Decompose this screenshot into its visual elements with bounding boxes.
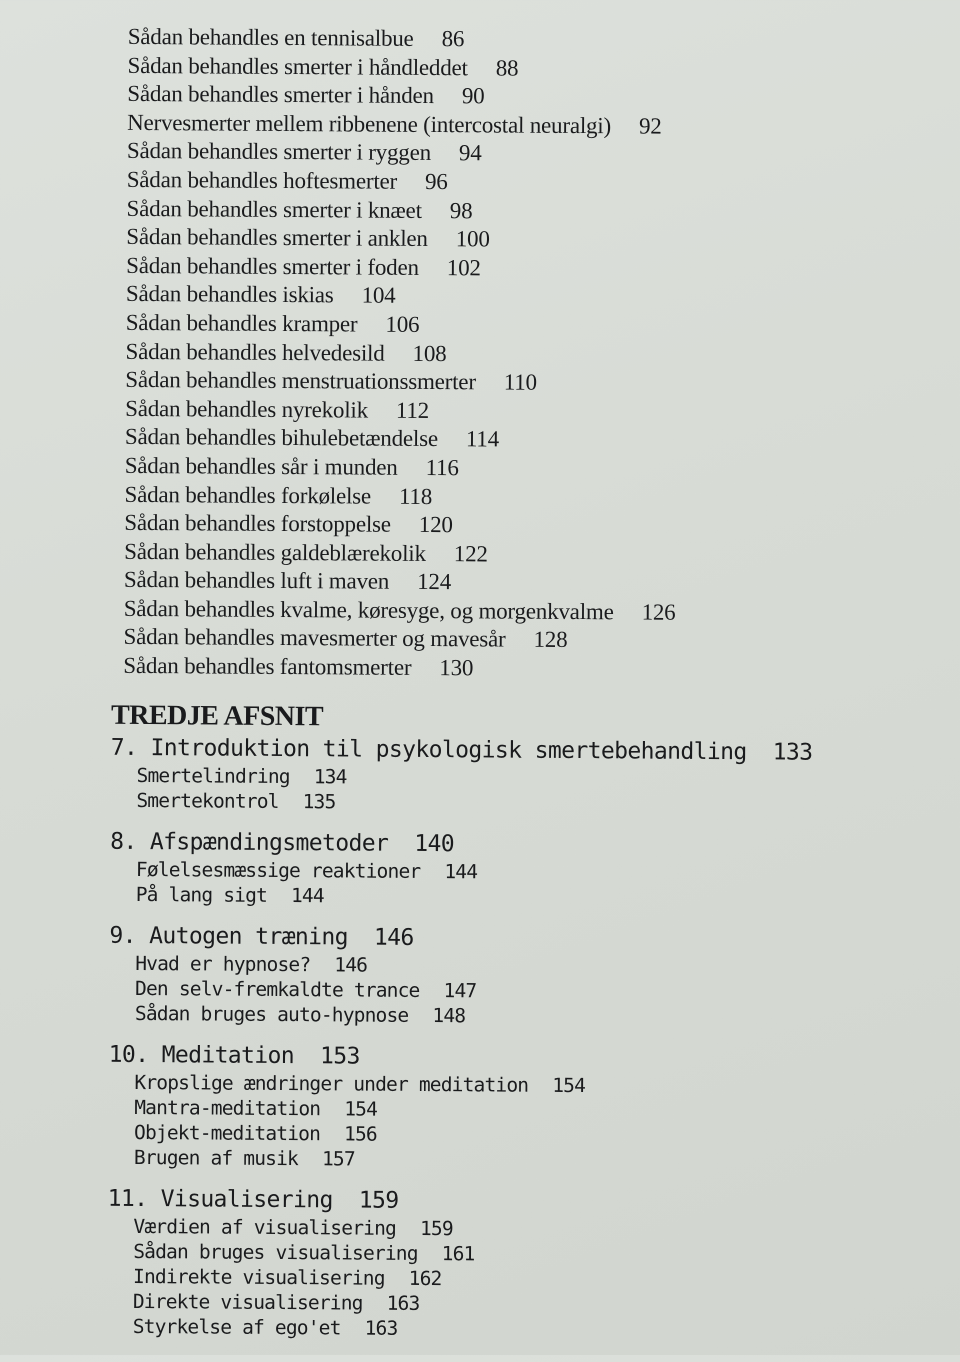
subentry-page: 163 bbox=[364, 1316, 398, 1340]
toc-entry bbox=[125, 452, 825, 485]
entry-title: Sådan behandles bihulebetændelse bbox=[124, 424, 439, 452]
entry-title: Sådan behandles fantomsmerter bbox=[123, 652, 412, 680]
chapter-7 bbox=[110, 733, 811, 818]
entry-title: Sådan behandles hoftesmerter bbox=[126, 166, 398, 194]
toc-entry bbox=[128, 23, 828, 56]
chapter-page: 140 bbox=[414, 830, 455, 858]
entry-title: Sådan behandles forstoppelse bbox=[124, 509, 391, 537]
chapter-page: 146 bbox=[373, 924, 414, 951]
subentry-page: 157 bbox=[321, 1147, 355, 1171]
entry-title: Sådan behandles smerter i foden bbox=[126, 252, 419, 280]
subentry bbox=[107, 1314, 807, 1344]
entry-page: 92 bbox=[638, 113, 662, 139]
chapter-title bbox=[110, 827, 810, 862]
subentry-page: 162 bbox=[408, 1266, 442, 1291]
entry-page: 124 bbox=[417, 569, 452, 595]
subentry-title: Sådan bruges auto-hypnose bbox=[134, 1001, 409, 1027]
entry-page: 118 bbox=[398, 483, 433, 509]
subentry-page: 156 bbox=[343, 1122, 377, 1146]
subentry-title: Objekt-meditation bbox=[134, 1120, 321, 1146]
chapter-title-text: 8. Afspændingsmetoder bbox=[110, 828, 389, 857]
entry-page: 128 bbox=[533, 627, 568, 653]
chapter-title-text: 9. Autogen træning bbox=[109, 922, 349, 951]
entry-page: 112 bbox=[395, 397, 430, 423]
subentry-title: Brugen af musik bbox=[133, 1145, 299, 1171]
entry-page: 126 bbox=[641, 599, 676, 625]
subentry-page: 163 bbox=[386, 1291, 420, 1315]
toc-entry bbox=[125, 366, 825, 399]
subentry-title: Smertelindring bbox=[136, 763, 290, 789]
entry-title: Sådan behandles menstruationssmerter bbox=[125, 367, 476, 395]
chapter-title bbox=[109, 921, 809, 956]
entry-title: Sådan behandles sår i munden bbox=[124, 452, 398, 480]
entry-title: Sådan behandles smerter i hånden bbox=[127, 81, 434, 109]
entry-title: Sådan behandles nyrekolik bbox=[125, 395, 369, 423]
chapter-title bbox=[109, 1040, 809, 1075]
subentry-page: 147 bbox=[443, 979, 477, 1003]
toc-entry bbox=[124, 509, 824, 542]
entry-page: 96 bbox=[424, 168, 448, 195]
entry-page: 88 bbox=[495, 55, 519, 81]
subentry-page: 135 bbox=[302, 790, 336, 814]
entry-title: Sådan behandles smerter i anklen bbox=[126, 224, 428, 252]
subentry-title: Indirekte visualisering bbox=[133, 1264, 385, 1290]
subentry-title: Styrkelse af ego'et bbox=[132, 1314, 341, 1340]
subentry bbox=[110, 788, 810, 818]
chapter-9 bbox=[109, 921, 810, 1031]
subentry-page: 154 bbox=[552, 1073, 586, 1098]
subentry-page: 154 bbox=[344, 1097, 378, 1121]
entry-page: 116 bbox=[425, 454, 459, 481]
entry-title: Sådan behandles galdeblærekolik bbox=[124, 538, 426, 566]
chapter-title-text: 11. Visualisering bbox=[107, 1185, 333, 1214]
subentry-page: 144 bbox=[290, 884, 324, 908]
entry-page: 98 bbox=[449, 197, 473, 223]
entry-page: 130 bbox=[439, 655, 474, 681]
chapter-11 bbox=[107, 1184, 808, 1344]
entry-title: Sådan behandles kramper bbox=[125, 309, 358, 337]
chapter-title-text: 10. Meditation bbox=[108, 1041, 295, 1070]
entry-page: 106 bbox=[385, 311, 420, 337]
subentry bbox=[108, 1145, 808, 1175]
subentry-page: 134 bbox=[313, 765, 347, 789]
subentry-title: Mantra-meditation bbox=[134, 1095, 321, 1121]
toc-entry bbox=[126, 223, 826, 256]
subentry-title: Følelsesmæssige reaktioner bbox=[135, 857, 421, 883]
entry-title: Sådan behandles helvedesild bbox=[125, 338, 385, 366]
chapter-10 bbox=[108, 1040, 809, 1175]
entry-page: 104 bbox=[361, 282, 396, 309]
chapter-page: 153 bbox=[320, 1043, 360, 1070]
toc-entry bbox=[123, 652, 823, 685]
chapter-page: 133 bbox=[772, 739, 813, 766]
subentry bbox=[110, 882, 810, 912]
entry-page: 102 bbox=[446, 254, 481, 281]
subentry-title: Direkte visualisering bbox=[132, 1289, 363, 1315]
entry-title: Sådan behandles smerter i ryggen bbox=[126, 138, 432, 166]
subentry-title: På lang sigt bbox=[135, 882, 268, 907]
entry-page: 120 bbox=[418, 512, 453, 538]
entry-page: 100 bbox=[455, 226, 490, 252]
subentry-page: 159 bbox=[419, 1216, 453, 1241]
entry-title: Sådan behandles smerter i knæet bbox=[126, 195, 422, 223]
entry-page: 86 bbox=[441, 26, 465, 52]
subentry-title: Kropslige ændringer under meditation bbox=[134, 1070, 529, 1097]
subentry-title: Den selv-fremkaldte trance bbox=[135, 976, 420, 1002]
toc-section-tredje bbox=[107, 699, 812, 1358]
chapter-title bbox=[108, 1184, 808, 1219]
entry-title: Nervesmerter mellem ribbenene (intercostal neuralgi) bbox=[127, 109, 612, 139]
subentry-title: Smertekontrol bbox=[136, 788, 279, 813]
entry-page: 90 bbox=[461, 83, 485, 109]
subentry-title: Værdien af visualisering bbox=[133, 1214, 397, 1240]
subentry-page: 146 bbox=[334, 953, 368, 977]
entry-title: Sådan behandles smerter i håndleddet bbox=[127, 52, 468, 80]
toc-entry bbox=[127, 166, 827, 199]
section-heading: TREDJE AFSNIT bbox=[110, 699, 324, 733]
chapter-title-text: 7. Introduktion til psykologisk smertebehandling bbox=[110, 734, 747, 766]
subentry-page: 148 bbox=[432, 1004, 466, 1028]
subentry-title: Sådan bruges visualisering bbox=[133, 1239, 418, 1265]
chapter-8 bbox=[110, 827, 811, 912]
entry-page: 94 bbox=[458, 140, 482, 166]
entry-title: Sådan behandles kvalme, køresyge, og morgenkvalme bbox=[123, 595, 614, 625]
toc-entry bbox=[126, 309, 826, 342]
toc-upper-list bbox=[123, 23, 828, 686]
entry-page: 122 bbox=[453, 540, 488, 567]
chapter-page: 159 bbox=[358, 1187, 399, 1214]
chapter-title bbox=[111, 733, 811, 768]
entry-title: Sådan behandles en tennisalbue bbox=[127, 23, 414, 51]
entry-title: Sådan behandles mavesmerter og mavesår bbox=[123, 624, 506, 653]
subentry-title: Hvad er hypnose? bbox=[135, 951, 311, 977]
entry-title: Sådan behandles luft i maven bbox=[123, 567, 390, 595]
entry-page: 110 bbox=[503, 369, 537, 395]
subentry-page: 144 bbox=[444, 860, 478, 884]
entry-page: 108 bbox=[412, 340, 447, 366]
subentry-page: 161 bbox=[441, 1242, 475, 1266]
entry-page: 114 bbox=[465, 426, 500, 452]
entry-title: Sådan behandles forkølelse bbox=[124, 481, 372, 509]
toc-entry bbox=[127, 80, 827, 113]
subentry bbox=[109, 1001, 809, 1031]
entry-title: Sådan behandles iskias bbox=[125, 281, 334, 308]
